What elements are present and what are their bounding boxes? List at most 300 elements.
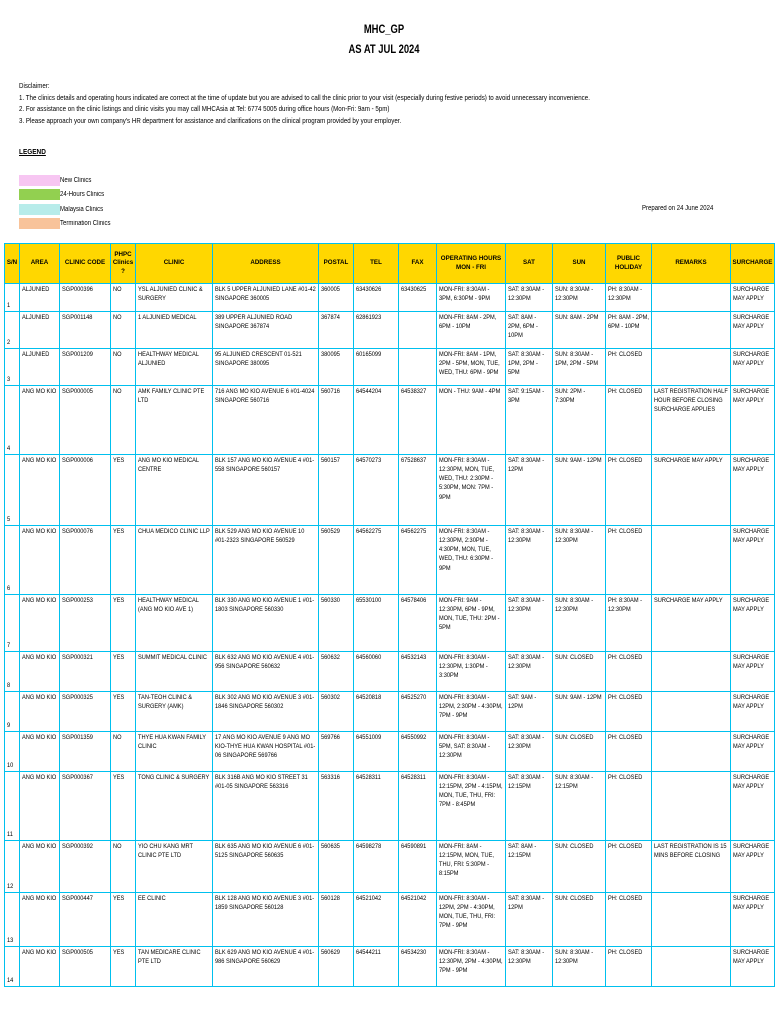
cell-text: MON-FRI: 8:30AM - 12PM, 2:30PM - 4:30PM, 7PM - 9PM [439, 694, 503, 720]
cell-text: 1 ALJUNIED MEDICAL [138, 314, 197, 321]
table-row [5, 595, 775, 652]
cell-public-holiday [606, 893, 652, 947]
cell-text: SUN: 8AM - 2PM [555, 314, 599, 321]
cell-text: 560330 [321, 597, 340, 604]
cell-fax [399, 284, 437, 312]
column-header-clinic-code: CLINIC CODE [60, 244, 111, 284]
cell-text: CHUA MEDICO CLINIC LLP [138, 528, 210, 535]
cell-sat [506, 386, 553, 455]
cell-text: NO [113, 843, 122, 850]
cell-clinic [136, 284, 213, 312]
cell-clinic-code [60, 284, 111, 312]
cell-sn [5, 312, 20, 349]
cell-text: PH: CLOSED [608, 457, 643, 464]
cell-text: SGP001148 [62, 314, 93, 321]
cell-surcharge [731, 772, 775, 841]
cell-clinic-code [60, 312, 111, 349]
cell-text: MON-FRI: 8:30AM - 12:30PM, MON, TUE, WED, THU: 2:30PM - 5:30PM, MON: 7PM - 9PM [439, 457, 495, 501]
cell-surcharge [731, 692, 775, 732]
cell-sun [553, 349, 606, 386]
cell-text: YES [113, 895, 125, 902]
cell-text: LAST REGISTRATION HALF HOUR BEFORE CLOSING SURCHARGE APPLIES [654, 388, 728, 414]
cell-clinic-code [60, 349, 111, 386]
cell-text: ANG MO KIO [22, 654, 57, 661]
cell-remarks [652, 349, 731, 386]
cell-public-holiday [606, 284, 652, 312]
cell-hours-mon-fri [437, 652, 506, 692]
cell-area [20, 526, 60, 595]
cell-text: 67528637 [401, 457, 427, 464]
cell-phpc [111, 386, 136, 455]
cell-hours-mon-fri [437, 349, 506, 386]
cell-text: SGP000325 [62, 694, 93, 701]
cell-text: SGP000076 [62, 528, 93, 535]
cell-text: 64578406 [401, 597, 427, 604]
legend-swatch [19, 218, 60, 229]
disclaimer-line: 1. The clinics details and operating hours indicated are correct at the time of update but you are advised to call the clinic prior to your visit (especially during festive periods) to avoid unnecessary inconvenience. [19, 92, 590, 102]
cell-fax [399, 386, 437, 455]
cell-fax [399, 692, 437, 732]
cell-text: ANG MO KIO [22, 895, 57, 902]
cell-text: 64521042 [401, 895, 427, 902]
cell-surcharge [731, 312, 775, 349]
cell-address [213, 893, 319, 947]
cell-sat [506, 692, 553, 732]
cell-postal [319, 841, 354, 893]
cell-text: 4 [7, 444, 11, 452]
cell-area [20, 841, 60, 893]
cell-area [20, 732, 60, 772]
cell-text: ANG MO KIO [22, 597, 57, 604]
cell-remarks [652, 595, 731, 652]
cell-area [20, 692, 60, 732]
cell-clinic [136, 772, 213, 841]
cell-text: ANG MO KIO [22, 388, 57, 395]
cell-text: YES [113, 528, 125, 535]
cell-fax [399, 455, 437, 526]
cell-text: SUN: 9AM - 12PM [555, 694, 602, 701]
cell-text: 563316 [321, 774, 340, 781]
cell-clinic [136, 652, 213, 692]
legend-label: Termination Clinics [60, 220, 111, 227]
cell-text: 560529 [321, 528, 340, 535]
cell-text: 64520818 [356, 694, 382, 701]
cell-clinic [136, 386, 213, 455]
cell-postal [319, 772, 354, 841]
cell-clinic-code [60, 455, 111, 526]
cell-text: LAST REGISTRATION IS 15 MINS BEFORE CLOSING [654, 843, 727, 860]
cell-text: 560635 [321, 843, 340, 850]
cell-text: SAT: 8:30AM - 12:30PM [508, 286, 545, 303]
cell-text: 560632 [321, 654, 340, 661]
cell-postal [319, 284, 354, 312]
cell-public-holiday [606, 349, 652, 386]
cell-text: ALJUNIED [22, 351, 50, 358]
cell-hours-mon-fri [437, 692, 506, 732]
cell-address [213, 349, 319, 386]
cell-text: SGP000396 [62, 286, 93, 293]
column-header-postal: POSTAL [319, 244, 354, 284]
cell-text: 560302 [321, 694, 340, 701]
cell-text: YIO CHU KANG MRT CLINIC PTE LTD [138, 843, 193, 860]
cell-remarks [652, 284, 731, 312]
cell-public-holiday [606, 841, 652, 893]
cell-text: PH: CLOSED [608, 388, 643, 395]
cell-text: ANG MO KIO [22, 949, 57, 956]
cell-surcharge [731, 526, 775, 595]
cell-tel [354, 595, 399, 652]
cell-text: 569766 [321, 734, 340, 741]
cell-text: 63430626 [356, 286, 382, 293]
cell-text: SAT: 8:30AM - 12:30PM [508, 734, 545, 751]
cell-area [20, 312, 60, 349]
cell-phpc [111, 595, 136, 652]
cell-phpc [111, 455, 136, 526]
legend-label: Malaysia Clinics [60, 206, 104, 213]
cell-sat [506, 455, 553, 526]
cell-text: MON-FRI: 8:30AM - 12:30PM, 2PM - 4:30PM, 7PM - 9PM [439, 949, 503, 975]
cell-text: 64570273 [356, 457, 382, 464]
cell-postal [319, 526, 354, 595]
cell-text: SURCHARGE MAY APPLY [733, 734, 770, 751]
column-header-sun: SUN [553, 244, 606, 284]
column-header-sat: SAT [506, 244, 553, 284]
cell-sat [506, 772, 553, 841]
cell-text: SAT: 8:30AM - 1PM, 2PM - 5PM [508, 351, 545, 377]
cell-sun [553, 841, 606, 893]
cell-surcharge [731, 284, 775, 312]
cell-text: SURCHARGE MAY APPLY [733, 351, 770, 368]
cell-text: 64521042 [356, 895, 382, 902]
cell-sn [5, 841, 20, 893]
table-row [5, 386, 775, 455]
cell-text: 64528311 [401, 774, 426, 781]
cell-text: YES [113, 597, 125, 604]
cell-text: BLK 157 ANG MO KIO AVENUE 4 #01-558 SINGAPORE 560157 [215, 457, 315, 474]
cell-text: SURCHARGE MAY APPLY [733, 654, 770, 671]
cell-text: TAN-TEOH CLINIC & SURGERY (AMK) [138, 694, 193, 711]
cell-address [213, 841, 319, 893]
cell-text: 11 [7, 830, 13, 838]
cell-text: 64562275 [356, 528, 382, 535]
cell-text: 64544211 [356, 949, 381, 956]
cell-sun [553, 526, 606, 595]
cell-text: BLK 316B ANG MO KIO STREET 31 #01-05 SINGAPORE 563316 [215, 774, 308, 791]
cell-text: ANG MO KIO [22, 843, 57, 850]
cell-text: 64538327 [401, 388, 427, 395]
cell-text: SUN: 8:30AM - 12:30PM [555, 286, 594, 303]
cell-text: BLK 330 ANG MO KIO AVENUE 1 #01-1803 SINGAPORE 560330 [215, 597, 315, 614]
cell-text: 7 [7, 641, 11, 649]
cell-public-holiday [606, 732, 652, 772]
cell-address [213, 284, 319, 312]
clinic-table [4, 243, 775, 987]
cell-text: 5 [7, 515, 11, 523]
cell-text: 3 [7, 375, 11, 383]
cell-hours-mon-fri [437, 386, 506, 455]
cell-text: ANG MO KIO [22, 457, 57, 464]
cell-text: HEALTHWAY MEDICAL (ANG MO KIO AVE 1) [138, 597, 199, 614]
cell-text: SURCHARGE MAY APPLY [733, 949, 770, 966]
cell-remarks [652, 692, 731, 732]
cell-public-holiday [606, 312, 652, 349]
cell-text: 65530100 [356, 597, 382, 604]
cell-text: YES [113, 774, 125, 781]
cell-text: PH: 8AM - 2PM, 6PM - 10PM [608, 314, 649, 331]
cell-postal [319, 732, 354, 772]
cell-address [213, 312, 319, 349]
legend-label: 24-Hours Clinics [60, 191, 105, 198]
cell-area [20, 652, 60, 692]
cell-sun [553, 947, 606, 987]
cell-text: SUN: 8:30AM - 12:30PM [555, 528, 594, 545]
cell-text: YES [113, 457, 125, 464]
cell-clinic-code [60, 772, 111, 841]
cell-remarks [652, 732, 731, 772]
column-header-surcharge: SURCHARGE [731, 244, 775, 284]
cell-text: SAT: 8:30AM - 12:15PM [508, 774, 545, 791]
cell-text: 64598278 [356, 843, 382, 850]
cell-text: 95 ALJUNIED CRESCENT 01-521 SINGAPORE 380095 [215, 351, 302, 368]
cell-fax [399, 841, 437, 893]
cell-fax [399, 893, 437, 947]
cell-clinic [136, 595, 213, 652]
cell-clinic [136, 312, 213, 349]
table-row [5, 526, 775, 595]
cell-text: 560716 [321, 388, 340, 395]
cell-text: SGP000005 [62, 388, 93, 395]
cell-text: NO [113, 734, 122, 741]
cell-sat [506, 284, 553, 312]
table-row [5, 841, 775, 893]
cell-text: YSL ALJUNIED CLINIC & SURGERY [138, 286, 203, 303]
cell-text: SGP000367 [62, 774, 93, 781]
cell-text: ANG MO KIO [22, 694, 57, 701]
legend-label: New Clinics [60, 177, 92, 184]
cell-sn [5, 772, 20, 841]
cell-text: SURCHARGE MAY APPLY [733, 843, 770, 860]
legend-swatch [19, 175, 60, 186]
cell-remarks [652, 947, 731, 987]
cell-clinic [136, 947, 213, 987]
cell-sat [506, 312, 553, 349]
cell-text: 64528311 [356, 774, 381, 781]
cell-text: PH: CLOSED [608, 734, 643, 741]
cell-remarks [652, 841, 731, 893]
column-header-tel: TEL [354, 244, 399, 284]
cell-hours-mon-fri [437, 772, 506, 841]
cell-text: SURCHARGE MAY APPLY [654, 457, 723, 464]
disclaimer-line: 3. Please approach your own company's HR department for assistance and clarifications on the clinical program provided by your employer. [19, 115, 402, 125]
cell-postal [319, 893, 354, 947]
cell-remarks [652, 386, 731, 455]
cell-sat [506, 947, 553, 987]
cell-phpc [111, 312, 136, 349]
cell-surcharge [731, 349, 775, 386]
cell-text: SURCHARGE MAY APPLY [733, 314, 770, 331]
cell-tel [354, 349, 399, 386]
cell-phpc [111, 692, 136, 732]
cell-sn [5, 595, 20, 652]
cell-text: SUN: CLOSED [555, 734, 594, 741]
cell-clinic [136, 732, 213, 772]
cell-text: SURCHARGE MAY APPLY [733, 694, 770, 711]
cell-text: 9 [7, 721, 11, 729]
cell-text: 560629 [321, 949, 340, 956]
cell-tel [354, 692, 399, 732]
cell-text: SUN: 9AM - 12PM [555, 457, 602, 464]
cell-text: MON-FRI: 8AM - 12:15PM, MON, TUE, THU, FRI: 5:30PM - 8:15PM [439, 843, 495, 878]
cell-text: PH: 8:30AM - 12:30PM [608, 286, 643, 303]
cell-text: YES [113, 694, 125, 701]
cell-remarks [652, 455, 731, 526]
cell-text: PH: CLOSED [608, 528, 643, 535]
cell-clinic-code [60, 526, 111, 595]
cell-clinic-code [60, 841, 111, 893]
cell-sun [553, 595, 606, 652]
cell-text: HEALTHWAY MEDICAL ALJUNIED [138, 351, 199, 368]
cell-text: MON-FRI: 8:30AM - 12:30PM, 2:30PM - 4:30PM, MON, TUE, WED, THU: 6:30PM - 9PM [439, 528, 494, 572]
cell-text: SAT: 8AM - 2PM, 6PM - 10PM [508, 314, 538, 340]
cell-text: SURCHARGE MAY APPLY [733, 895, 770, 912]
cell-area [20, 947, 60, 987]
cell-text: PH: CLOSED [608, 949, 643, 956]
cell-text: 64560060 [356, 654, 382, 661]
cell-text: 64562275 [401, 528, 427, 535]
cell-postal [319, 595, 354, 652]
cell-surcharge [731, 893, 775, 947]
page-subtitle: AS AT JUL 2024 [348, 44, 420, 56]
cell-text: 389 UPPER ALJUNIED ROAD SINGAPORE 367874 [215, 314, 293, 331]
cell-text: NO [113, 286, 122, 293]
column-header-area: AREA [20, 244, 60, 284]
cell-tel [354, 652, 399, 692]
cell-text: MON-FRI: 8:30AM - 5PM, SAT: 8:30AM - 12:30PM [439, 734, 490, 760]
cell-text: SUN: 8:30AM - 1PM, 2PM - 5PM [555, 351, 599, 368]
cell-phpc [111, 349, 136, 386]
cell-text: SGP000321 [62, 654, 93, 661]
legend-title: LEGEND [19, 147, 46, 156]
cell-sat [506, 526, 553, 595]
cell-fax [399, 312, 437, 349]
cell-postal [319, 455, 354, 526]
cell-fax [399, 652, 437, 692]
cell-text: BLK 629 ANG MO KIO AVENUE 4 #01-986 SINGAPORE 560629 [215, 949, 315, 966]
cell-clinic-code [60, 652, 111, 692]
cell-text: SAT: 8:30AM - 12PM [508, 457, 545, 474]
cell-tel [354, 841, 399, 893]
prepared-date: Prepared on 24 June 2024 [642, 205, 714, 212]
table-row [5, 652, 775, 692]
disclaimer [19, 80, 590, 126]
cell-sat [506, 841, 553, 893]
cell-tel [354, 386, 399, 455]
cell-text: 64544204 [356, 388, 382, 395]
cell-hours-mon-fri [437, 455, 506, 526]
cell-public-holiday [606, 455, 652, 526]
cell-text: ALJUNIED [22, 286, 50, 293]
cell-text: BLK 635 ANG MO KIO AVENUE 6 #01-5125 SINGAPORE 560635 [215, 843, 315, 860]
cell-sn [5, 284, 20, 312]
cell-sun [553, 732, 606, 772]
column-header-public-holiday: PUBLIC HOLIDAY [606, 244, 652, 284]
cell-text: PH: CLOSED [608, 654, 643, 661]
cell-text: MON-FRI: 8AM - 1PM, 2PM - 5PM, MON, TUE, WED, THU: 6PM - 9PM [439, 351, 500, 377]
disclaimer-heading: Disclaimer: [19, 81, 50, 90]
table-row [5, 893, 775, 947]
cell-text: SAT: 8AM - 12:15PM [508, 843, 537, 860]
cell-text: SUN: 8:30AM - 12:30PM [555, 949, 594, 966]
cell-surcharge [731, 386, 775, 455]
cell-tel [354, 893, 399, 947]
cell-hours-mon-fri [437, 732, 506, 772]
cell-text: 13 [7, 936, 14, 944]
table-row [5, 732, 775, 772]
cell-text: SAT: 8:30AM - 12:30PM [508, 949, 545, 966]
cell-text: 63430625 [401, 286, 427, 293]
legend-item-malaysia [19, 204, 110, 215]
cell-address [213, 455, 319, 526]
cell-clinic-code [60, 893, 111, 947]
legend-swatch [19, 189, 60, 200]
cell-text: 62861923 [356, 314, 382, 321]
cell-text: PH: CLOSED [608, 895, 643, 902]
cell-surcharge [731, 841, 775, 893]
column-header-sn: S/N [5, 244, 20, 284]
cell-sat [506, 652, 553, 692]
cell-hours-mon-fri [437, 841, 506, 893]
cell-sun [553, 312, 606, 349]
table-row [5, 692, 775, 732]
cell-text: 60165099 [356, 351, 382, 358]
cell-text: SAT: 9AM - 12PM [508, 694, 537, 711]
cell-text: AMK FAMILY CLINIC PTE LTD [138, 388, 205, 405]
cell-remarks [652, 772, 731, 841]
cell-text: MON - THU: 9AM - 4PM [439, 388, 501, 395]
cell-tel [354, 526, 399, 595]
cell-text: BLK 302 ANG MO KIO AVENUE 3 #01-1846 SINGAPORE 560302 [215, 694, 315, 711]
cell-sun [553, 386, 606, 455]
cell-text: SUN: 8:30AM - 12:30PM [555, 597, 594, 614]
cell-text: 64525270 [401, 694, 427, 701]
disclaimer-line: 2. For assistance on the clinic listings and clinic visits you may call MHCAsia at Tel: 6774 5005 during office hours (Mon-Fri: 9am - 5pm) [19, 104, 390, 114]
cell-area [20, 455, 60, 526]
cell-surcharge [731, 455, 775, 526]
cell-text: NO [113, 388, 122, 395]
cell-clinic-code [60, 732, 111, 772]
cell-text: 10 [7, 761, 14, 769]
cell-phpc [111, 947, 136, 987]
cell-phpc [111, 284, 136, 312]
cell-clinic-code [60, 692, 111, 732]
cell-postal [319, 652, 354, 692]
cell-clinic [136, 841, 213, 893]
cell-text: ANG MO KIO MEDICAL CENTRE [138, 457, 199, 474]
column-header-fax: FAX [399, 244, 437, 284]
cell-sn [5, 652, 20, 692]
column-header-address: ADDRESS [213, 244, 319, 284]
cell-area [20, 772, 60, 841]
cell-text: YES [113, 654, 125, 661]
cell-sat [506, 595, 553, 652]
cell-text: 17 ANG MO KIO AVENUE 9 ANG MO KIO-THYE HUA KWAN HOSPITAL #01-06 SINGAPORE 569766 [215, 734, 316, 760]
cell-fax [399, 732, 437, 772]
cell-phpc [111, 841, 136, 893]
table-row [5, 349, 775, 386]
cell-surcharge [731, 652, 775, 692]
cell-text: 8 [7, 681, 11, 689]
cell-phpc [111, 526, 136, 595]
